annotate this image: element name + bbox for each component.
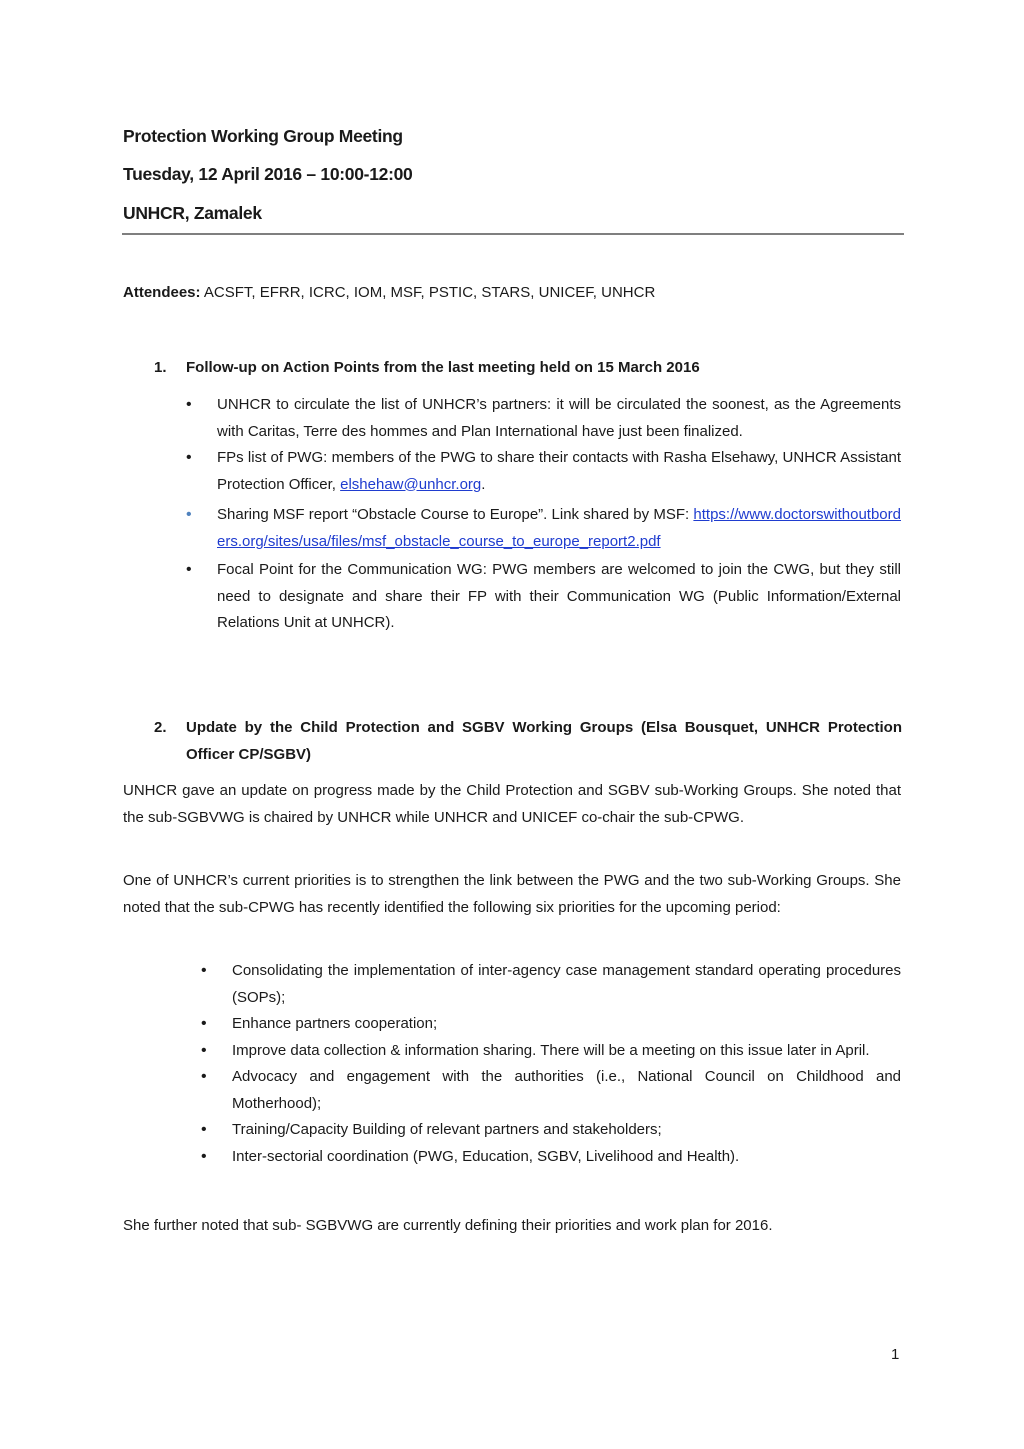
- section-2-paragraph-1: UNHCR gave an update on progress made by the Child Protection and SGBV sub-Working Groups. She noted that the sub-SGBVWG is chaired by UNHCR while UNHCR and UNICEF co-chair the sub-CPWG.: [123, 782, 901, 826]
- attendees-list: ACSFT, EFRR, ICRC, IOM, MSF, PSTIC, STARS, UNICEF, UNHCR: [203, 284, 656, 301]
- bullet-icon: •: [186, 396, 192, 413]
- email-link[interactable]: elshehaw@unhcr.org: [340, 475, 482, 493]
- bullet-text: Sharing MSF report “Obstacle Course to Europe”. Link shared by MSF:: [217, 506, 690, 523]
- bullet-icon: •: [201, 1147, 207, 1165]
- attendees-line: [123, 284, 655, 301]
- bullet-text-block: [217, 445, 901, 498]
- list-item: [0, 557, 1024, 637]
- list-item: [0, 1144, 1024, 1171]
- section-1-title: Follow-up on Action Points from the last meeting held on 15 March 2016: [186, 359, 700, 376]
- report-link[interactable]: https://www.doctorswithoutborders.org/sites/usa/files/msf_obstacle_course_to_europe_report2.pdf: [217, 506, 901, 550]
- list-item: [0, 1038, 1024, 1065]
- bullet-icon: •: [201, 1068, 207, 1085]
- bullet-text: UNHCR to circulate the list of UNHCR’s partners: it will be circulated the soonest, as the Agreements with Caritas, Terre des hommes and Plan International have just been finalized.: [217, 396, 901, 440]
- section-2-heading: [154, 714, 902, 768]
- section-1-heading: [154, 354, 902, 381]
- bullet-text: Enhance partners cooperation;: [232, 1015, 438, 1032]
- action-points-list: [0, 392, 1024, 637]
- meeting-date-time: Tuesday, 12 April 2016 – 10:00-12:00: [123, 164, 413, 184]
- list-item: [0, 958, 1024, 1011]
- list-item: [0, 502, 1024, 555]
- header-divider: [122, 233, 904, 235]
- bullet-text: Inter-sectorial coordination (PWG, Education, SGBV, Livelihood and Health).: [232, 1147, 740, 1165]
- section-2-paragraph-2: One of UNHCR’s current priorities is to strengthen the link between the PWG and the two sub-Working Groups. She noted that the sub-CPWG has recently identified the following six priorities for the upcoming period:: [123, 872, 901, 916]
- bullet-text: Advocacy and engagement with the authorities (i.e., National Council on Childhood and Motherhood);: [232, 1068, 901, 1112]
- list-item: [0, 1064, 1024, 1117]
- bullet-text: Consolidating the implementation of inter-agency case management standard operating procedures (SOPs);: [232, 962, 901, 1006]
- bullet-icon: •: [186, 449, 192, 466]
- section-2-number: 2.: [154, 719, 167, 736]
- list-item: [0, 445, 1024, 498]
- bullet-text-block: [217, 502, 901, 555]
- bullet-icon: •: [201, 962, 207, 979]
- section-2-paragraph-3: She further noted that sub- SGBVWG are currently defining their priorities and work plan for 2016.: [123, 1217, 773, 1234]
- bullet-icon: •: [201, 1041, 207, 1059]
- section-2-title: Update by the Child Protection and SGBV Working Groups (Elsa Bousquet, UNHCR Protection Officer CP/SGBV): [186, 719, 902, 763]
- bullet-icon: •: [201, 1015, 207, 1032]
- bullet-text-end: .: [481, 475, 486, 493]
- priorities-list: [0, 958, 1024, 1170]
- bullet-text: Focal Point for the Communication WG: PWG members are welcomed to join the CWG, but they still need to designate and share their FP with their Communication WG (Public Information/External Relations Unit at UNHCR).: [217, 561, 901, 631]
- list-item: [0, 392, 1024, 445]
- bullet-text: Training/Capacity Building of relevant partners and stakeholders;: [232, 1121, 662, 1138]
- bullet-icon: •: [186, 506, 192, 523]
- attendees-label: Attendees:: [123, 284, 201, 301]
- page-number: 1: [891, 1346, 900, 1363]
- list-item: [0, 1011, 1024, 1038]
- bullet-text: Improve data collection & information sharing. There will be a meeting on this issue later in April.: [232, 1041, 870, 1059]
- meeting-location: UNHCR, Zamalek: [123, 203, 262, 223]
- section-1-number: 1.: [154, 359, 167, 376]
- bullet-icon: •: [201, 1121, 207, 1138]
- bullet-text: FPs list of PWG: members of the PWG to share their contacts with Rasha Elsehawy, UNHCR Assistant Protection Officer,: [217, 449, 901, 493]
- document-title: Protection Working Group Meeting: [123, 126, 403, 146]
- list-item: [0, 1117, 1024, 1144]
- bullet-icon: •: [186, 561, 192, 578]
